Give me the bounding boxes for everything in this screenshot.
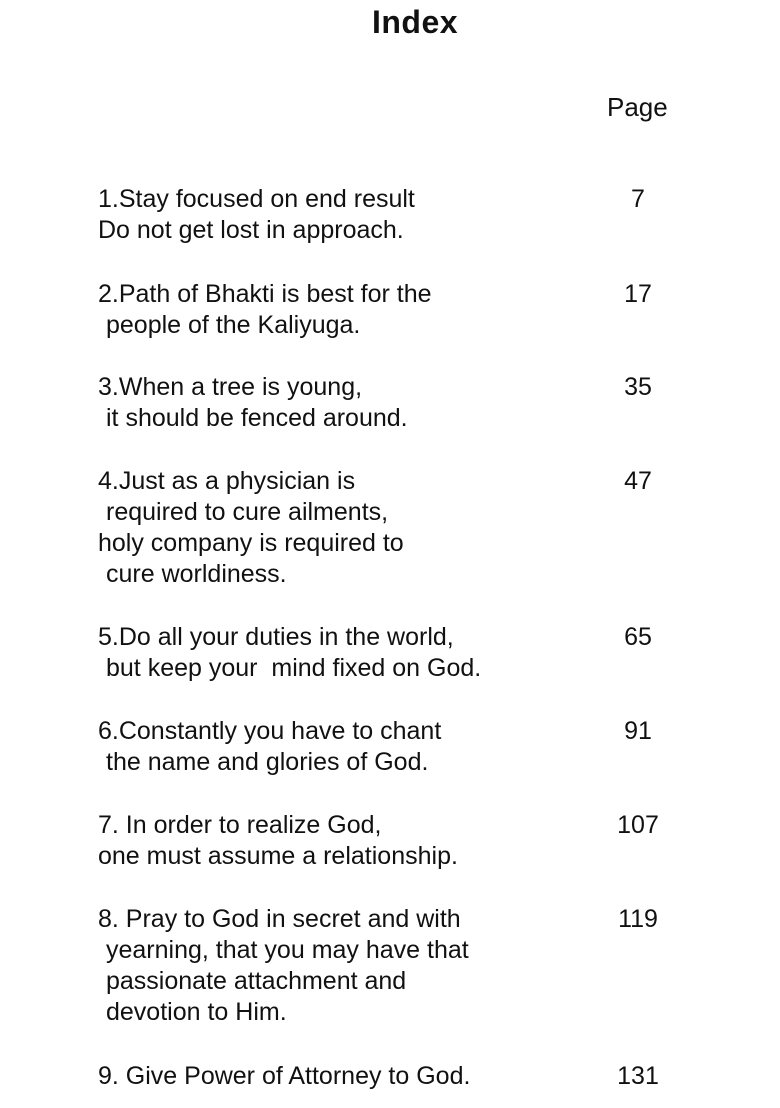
index-entry bbox=[98, 184, 698, 246]
entry-page-number: 47 bbox=[624, 467, 652, 495]
entry-line: it should be fenced around. bbox=[106, 404, 408, 432]
entry-line: 6.Constantly you have to chant bbox=[98, 717, 442, 745]
entry-line: people of the Kaliyuga. bbox=[106, 311, 361, 339]
entry-line: but keep your mind fixed on God. bbox=[106, 654, 482, 682]
entry-page-number: 65 bbox=[624, 623, 652, 651]
entry-line: 2.Path of Bhakti is best for the bbox=[98, 280, 432, 308]
entry-page-number: 17 bbox=[624, 280, 652, 308]
entry-line: 1.Stay focused on end result bbox=[98, 185, 415, 213]
index-entry bbox=[98, 622, 698, 684]
entry-page-number: 91 bbox=[624, 717, 652, 745]
entry-page-number: 35 bbox=[624, 373, 652, 401]
index-entry bbox=[98, 810, 698, 872]
index-entry bbox=[98, 1061, 698, 1092]
entry-line: required to cure ailments, bbox=[106, 498, 389, 526]
entry-line: passionate attachment and bbox=[106, 967, 407, 995]
entry-page-number: 107 bbox=[617, 811, 659, 839]
index-entry bbox=[98, 372, 698, 434]
index-entry bbox=[98, 716, 698, 778]
index-entry bbox=[98, 279, 698, 341]
entry-line: 5.Do all your duties in the world, bbox=[98, 623, 454, 651]
entry-line: 3.When a tree is young, bbox=[98, 373, 363, 401]
entry-line: holy company is required to bbox=[98, 529, 404, 557]
page-column-header: Page bbox=[607, 92, 668, 122]
index-entry bbox=[98, 466, 698, 590]
entry-line: 9. Give Power of Attorney to God. bbox=[98, 1062, 471, 1090]
entry-page-number: 131 bbox=[617, 1062, 659, 1090]
entry-line: yearning, that you may have that bbox=[106, 936, 469, 964]
entry-line: the name and glories of God. bbox=[106, 748, 429, 776]
entry-line: 7. In order to realize God, bbox=[98, 811, 382, 839]
entry-page-number: 119 bbox=[618, 905, 658, 933]
entry-line: 8. Pray to God in secret and with bbox=[98, 905, 461, 933]
entry-page-number: 7 bbox=[631, 185, 645, 213]
page-title: Index bbox=[371, 4, 459, 40]
entry-line: Do not get lost in approach. bbox=[98, 216, 404, 244]
entry-line: cure worldiness. bbox=[106, 560, 287, 588]
entry-line: 4.Just as a physician is bbox=[98, 467, 356, 495]
entry-line: devotion to Him. bbox=[106, 998, 287, 1026]
entry-line: one must assume a relationship. bbox=[98, 842, 458, 870]
index-entry bbox=[98, 904, 698, 1028]
